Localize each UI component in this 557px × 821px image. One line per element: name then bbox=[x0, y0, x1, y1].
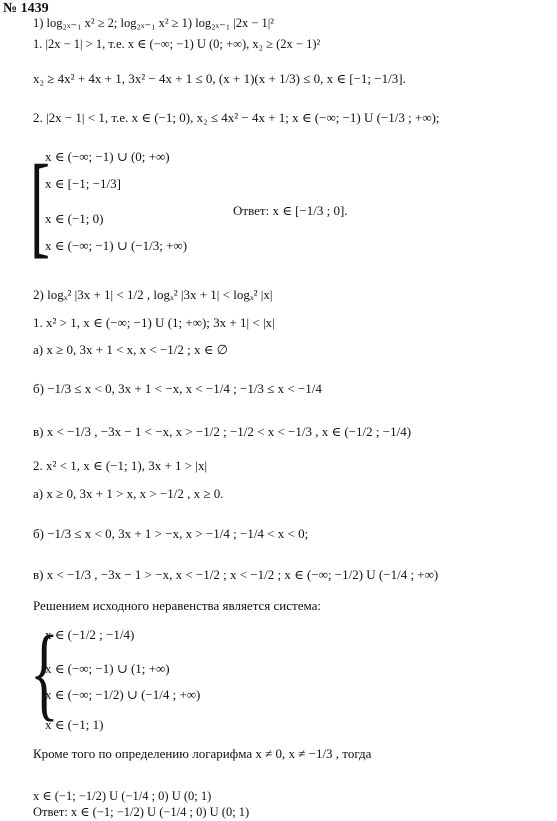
text-line-5: 2) logₓ² |3x + 1| < 1/2 , logₓ² |3x + 1| < logₓ² |x| bbox=[33, 287, 273, 302]
text-line-2: 1. |2x − 1| > 1, т.е. x ∈ (−∞; −1) U (0; +∞), x₂ ≥ (2x − 1)² bbox=[33, 37, 321, 51]
text-line-13: в) x < −1/3 , −3x − 1 > −x, x < −1/2 ; x < −1/2 ; x ∈ (−∞; −1/2) U (−1/4 ; +∞) bbox=[33, 567, 439, 582]
answer-1: Ответ: x ∈ [−1/3 ; 0]. bbox=[233, 203, 348, 218]
final-solution: x ∈ (−1; −1/2) U (−1/4 ; 0) U (0; 1) bbox=[33, 789, 212, 803]
text-line-11: а) x ≥ 0, 3x + 1 > x, x > −1/2 , x ≥ 0. bbox=[33, 486, 224, 501]
system-bracket-2: { bbox=[30, 614, 59, 731]
text-line-9: в) x < −1/3 , −3x − 1 < −x, x > −1/2 ; −1/2 < x < −1/3 , x ∈ (−1/2 ; −1/4) bbox=[33, 424, 412, 439]
system1-line-2: x ∈ [−1; −1/3] bbox=[45, 176, 121, 191]
system1-line-4: x ∈ (−∞; −1) ∪ (−1/3; +∞) bbox=[45, 238, 188, 253]
text-line-12: б) −1/3 ≤ x < 0, 3x + 1 > −x, x > −1/4 ; −1/4 < x < 0; bbox=[33, 526, 309, 541]
text-line-3: x₂ ≥ 4x² + 4x + 1, 3x² − 4x + 1 ≤ 0, (x + 1)(x + 1/3) ≤ 0, x ∈ [−1; −1/3]. bbox=[33, 71, 406, 86]
text-line-6: 1. x² > 1, x ∈ (−∞; −1) U (1; +∞); 3x + 1| < |x| bbox=[33, 315, 275, 330]
text-line-4: 2. |2x − 1| < 1, т.е. x ∈ (−1; 0), x₂ ≤ 4x² − 4x + 1; x ∈ (−∞; −1) U (−1/3 ; +∞); bbox=[33, 110, 440, 125]
text-line-14: Решением исходного неравенства является система: bbox=[33, 598, 321, 613]
system2-line-2: x ∈ (−∞; −1) ∪ (1; +∞) bbox=[45, 661, 170, 676]
system2-line-3: x ∈ (−∞; −1/2) ∪ (−1/4 ; +∞) bbox=[45, 687, 201, 702]
problem-number: № 1439 bbox=[3, 1, 49, 16]
text-line-7: а) x ≥ 0, 3x + 1 < x, x < −1/2 ; x ∈ ∅ bbox=[33, 342, 228, 357]
system2-line-1: x ∈ (−1/2 ; −1/4) bbox=[45, 627, 135, 642]
system1-line-3: x ∈ (−1; 0) bbox=[45, 211, 104, 226]
text-line-1: 1) log₂ₓ₋₁ x² ≥ 2; log₂ₓ₋₁ x² ≥ 1) log₂ₓ₋₁ |2x − 1|² bbox=[33, 16, 275, 30]
answer-2: Ответ: x ∈ (−1; −1/2) U (−1/4 ; 0) U (0; 1) bbox=[33, 805, 250, 819]
text-line-15: Кроме того по определению логарифма x ≠ 0, x ≠ −1/3 , тогда bbox=[33, 746, 372, 761]
system1-line-1: x ∈ (−∞; −1) ∪ (0; +∞) bbox=[45, 149, 170, 164]
text-line-8: б) −1/3 ≤ x < 0, 3x + 1 < −x, x < −1/4 ; −1/3 ≤ x < −1/4 bbox=[33, 381, 322, 396]
system-bracket-1: [ bbox=[30, 142, 50, 268]
text-line-10: 2. x² < 1, x ∈ (−1; 1), 3x + 1 > |x| bbox=[33, 458, 208, 473]
system2-line-4: x ∈ (−1; 1) bbox=[45, 717, 104, 732]
